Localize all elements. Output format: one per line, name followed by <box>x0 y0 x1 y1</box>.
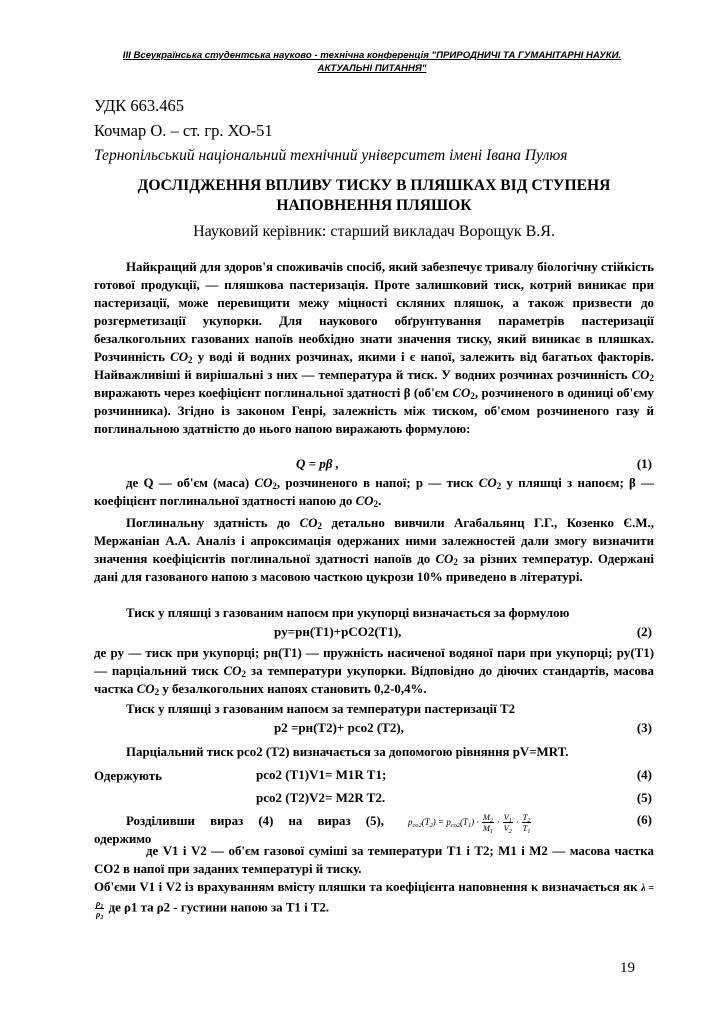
fraction-t: $\frac{T_2}{T_1}$ <box>522 812 531 836</box>
equation-3: p2 =pн(T2)+ pco2 (T2), <box>274 720 404 735</box>
equation-1: Q = pβ , <box>296 456 339 471</box>
conference-header: III Всеукраїнська студентська науково - технічна конференція "ПРИРОДНИЧІ ТА ГУМАНІТАРНІ НАУКИ. АКТУАЛЬНІ ПИТАННЯ" <box>122 50 622 74</box>
advisor-line: Науковий керівник: старший викладач Ворощук В.Я. <box>193 223 555 240</box>
paragraph-partial-pressure-equation: Парціальний тиск pco2 (T2) визначається за допомогою рівняння pV=MRT. <box>126 745 569 759</box>
equation-3-number: (3) <box>636 720 652 735</box>
paragraph-definitions: де Q — об'єм (маса) $CO_2$, розчиненого в напої; р — тиск $CO_2$ у пляшці з напоєм; β — коефіцієнт поглинальної здатності напою до $CO_2$. <box>94 476 655 509</box>
equation-5: pco2 (T2)V2= M2R T2. <box>256 790 386 805</box>
author-line: Кочмар О. – ст. гр. ХО-51 <box>94 121 273 140</box>
udc-code: УДК 663.465 <box>94 96 185 115</box>
paragraph-research: Поглинальну здатність до $CO_2$ детально вивчили Агабальянц Г.Г., Козенко Є.М., Мержаніан А.А. Аналіз і апроксимація одержаних ними залежностей дали змогу визначити значення коефіцієнтів поглинальної здатності напоїв до $CO_2$ за різних температур. Одержані дані для газованого напою з масовою часткою цукрози 10% приведено в літературі. <box>94 516 654 584</box>
equation-6: $p_{co2}(T_2) = p_{co2}(T_1)$ · $\frac{M_2}{M_1}$ · $\frac{V_1}{V_2}$ · $\frac{T_2}{T_1}$ <box>408 812 531 836</box>
university-line: Тернопільський національний технічний університет імені Івана Пулюя <box>94 147 568 164</box>
fraction-rho: $\frac{\rho_1}{\rho_2}$ <box>96 898 104 921</box>
get-label: Одержують <box>94 769 162 783</box>
equation-2-number: (2) <box>636 624 652 639</box>
fraction-v: $\frac{V_1}{V_2}$ <box>503 812 512 836</box>
equation-4: pco2 (T1)V1= M1R T1; <box>256 767 387 782</box>
paragraph-intro: Найкращий для здоров'я споживачів спосіб, який забезпечує тривалу біологічну стійкість готової продукції, — пляшкова пастеризація. Проте залишковий тиск, котрий виникає при пастеризації, може перевищити межу міцності скляних пляшок, а також призвести до розгерметизації укупорки. Для наукового обґрунтування параметрів пастеризації безалкогольних газованих напоїв необхідно знати значення тиску, який виникає в пляшках. Розчинність $CO_2$ у воді й водних розчинах, якими і є напої, залежить від багатьох факторів. Найважливіші й вирішальні з них — температура й тиск. У водних розчинах розчинність $CO_2$ виражають через коефіцієнт поглинальної здатності β (об'єм $CO_2$, розчиненого в одиниці об'єму розчинника). Згідно із законом Генрі, залежність між тиском, об'ємом розчиненого газу й поглинальною здатністю до нього напою виражають формулою: <box>94 260 654 436</box>
equation-5-number: (5) <box>636 790 652 805</box>
paragraph-partial-pressure: де pу — тиск при укупорці; pн(T1) — пружність насиченої водяної пари при укупорці; py(T1) — парціальний тиск $CO_2$ за температури укупорки. Відповідно до діючих стандартів, масова частка $CO_2$ у безалкогольних напоях становить 0,2-0,4%. <box>94 646 655 697</box>
paragraph-division: Розділивши вираз (4) на вираз (5), одержимо <box>94 814 384 846</box>
page-number: 19 <box>620 960 635 976</box>
equation-6-number: (6) <box>636 812 652 827</box>
paragraph-pasteurization-pressure: Тиск у пляшці з газованим напоєм за температури пастеризації T2 <box>126 702 516 716</box>
equation-4-number: (4) <box>636 767 652 782</box>
equation-1-number: (1) <box>636 456 652 471</box>
paper-title: ДОСЛІДЖЕННЯ ВПЛИВУ ТИСКУ В ПЛЯШКАХ ВІД СТУПЕНЯ НАПОВНЕННЯ ПЛЯШОК <box>137 177 611 214</box>
paragraph-capping-pressure: Тиск у пляшці з газованим напоєм при укупорці визначається за формулою <box>126 606 570 620</box>
paragraph-volumes: де V1 і V2 — об'єм газової суміші за температури T1 і T2; M1 і M2 — масова частка CO2 в напої при заданих температурі й тиску. <box>94 844 654 876</box>
equation-2: py=pн(T1)+pCO2(T1), <box>274 624 402 639</box>
fraction-m: $\frac{M_2}{M_1}$ <box>482 812 493 836</box>
paragraph-fill-coefficient: Об'єми V1 і V2 із врахуванням вмісту пляшки та коефіцієнта наповнення κ визначається як λ = $\frac{\rho_1}{\rho_2}$ де ρ1 та ρ2 - густини напою за T1 і T2. <box>94 880 654 921</box>
